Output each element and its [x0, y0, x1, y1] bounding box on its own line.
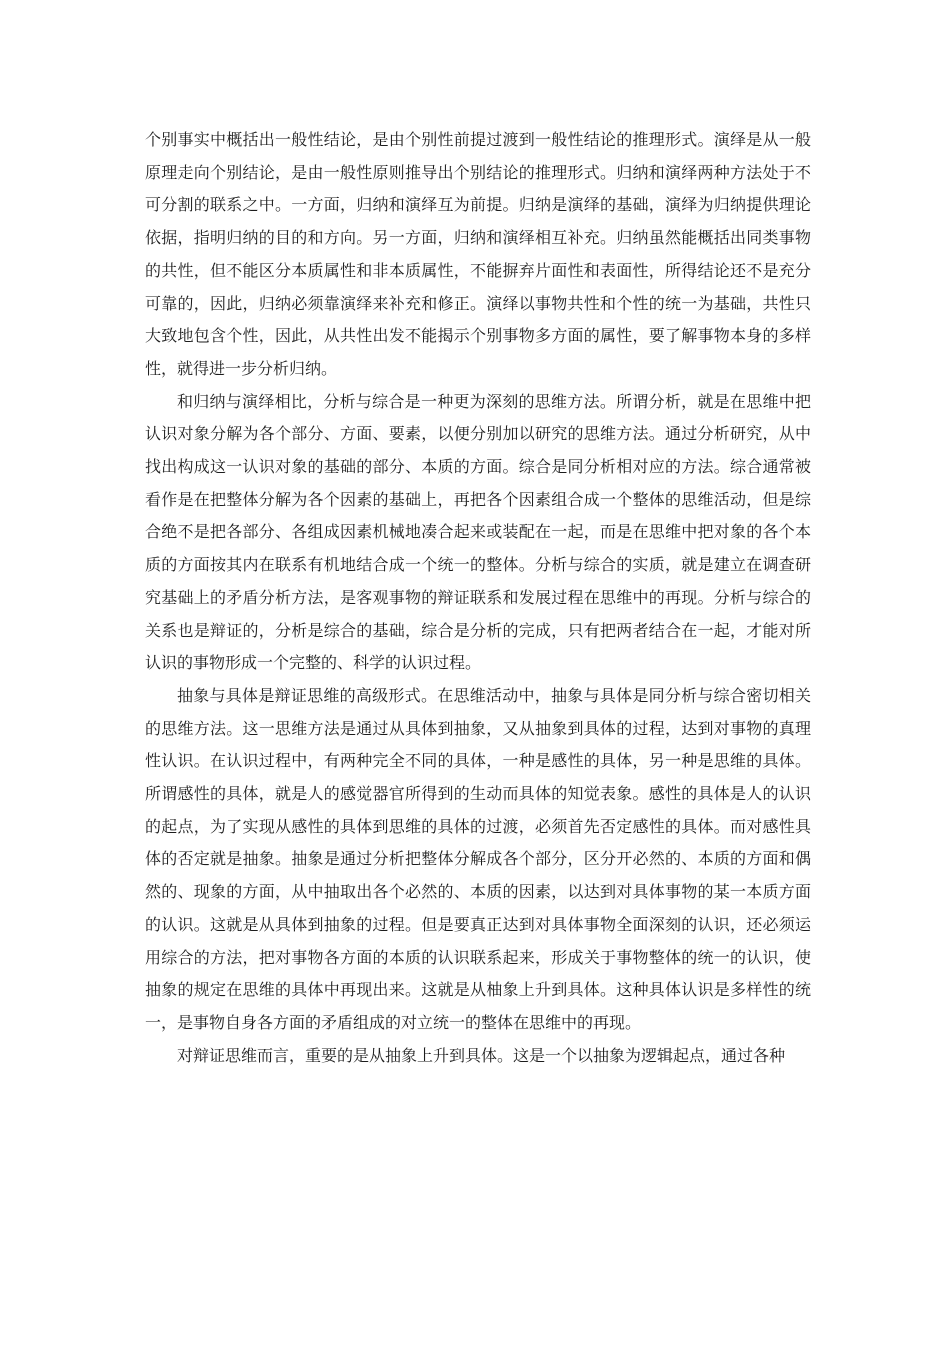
paragraph-induction-deduction: 个别事实中概括出一般性结论，是由个别性前提过渡到一般性结论的推理形式。演绎是从一般原理走向个别结论，是由一般性原则推导出个别结论的推理形式。归纳和演绎两种方法处于不可分割的联系之中。一方面，归纳和演绎互为前提。归纳是演绎的基础，演绎为归纳提供理论依据，指明归纳的目的和方向。另一方面，归纳和演绎相互补充。归纳虽然能概括出同类事物的共性，但不能区分本质属性和非本质属性，不能摒弃片面性和表面性，所得结论还不是充分可靠的，因此，归纳必须靠演绎来补充和修正。演绎以事物共性和个性的统一为基础，共性只大致地包含个性，因此，从共性出发不能揭示个别事物多方面的属性，要了解事物本身的多样性，就得进一步分析归纳。 — [145, 130, 811, 378]
paragraph-abstract-concrete: 抽象与具体是辩证思维的高级形式。在思维活动中，抽象与具体是同分析与综合密切相关的思维方法。这一思维方法是通过从具体到抽象，又从抽象到具体的过程，达到对事物的真理性认识。在认识过程中，有两种完全不同的具体，一种是感性的具体，另一种是思维的具体。所谓感性的具体，就是人的感觉器官所得到的生动而具体的知觉表象。感性的具体是人的认识的起点，为了实现从感性的具体到思维的具体的过渡，必须首先否定感性的具体。而对感性具体的否定就是抽象。抽象是通过分析把整体分解成各个部分，区分开必然的、本质的方面和偶然的、现象的方面，从中抽取出各个必然的、本质的因素，以达到对具体事物的某一本质方面的认识。这就是从具体到抽象的过程。但是要真正达到对具体事物全面深刻的认识，还必须运用综合的方法，把对事物各方面的本质的认识联系起来，形成关于事物整体的统一的认识，使抽象的规定在思维的具体中再现出来。这就是从柚象上升到具体。这种具体认识是多样性的统一，是事物自身各方面的矛盾组成的对立统一的整体在思维中的再现。 — [145, 685, 811, 1032]
document-page — [145, 124, 811, 1072]
paragraph-dialectical-thinking: 对辩证思维而言，重要的是从抽象上升到具体。这是一个以抽象为逻辑起点，通过各种 — [177, 1045, 786, 1065]
paragraph-analysis-synthesis: 和归纳与演绎相比，分析与综合是一种更为深刻的思维方法。所谓分析，就是在思维中把认识对象分解为各个部分、方面、要素，以便分别加以研究的思维方法。通过分析研究，从中找出构成这一认识对象的基础的部分、本质的方面。综合是同分析相对应的方法。综合通常被看作是在把整体分解为各个因素的基础上，再把各个因素组合成一个整体的思维活动，但是综合绝不是把各部分、各组成因素机械地凑合起来或装配在一起，而是在思维中把对象的各个本质的方面按其内在联系有机地结合成一个统一的整体。分析与综合的实质，就是建立在调查研究基础上的矛盾分析方法，是客观事物的辩证联系和发展过程在思维中的再现。分析与综合的关系也是辩证的，分析是综合的基础，综合是分析的完成，只有把两者结合在一起，才能对所认识的事物形成一个完整的、科学的认识过程。 — [145, 391, 811, 673]
